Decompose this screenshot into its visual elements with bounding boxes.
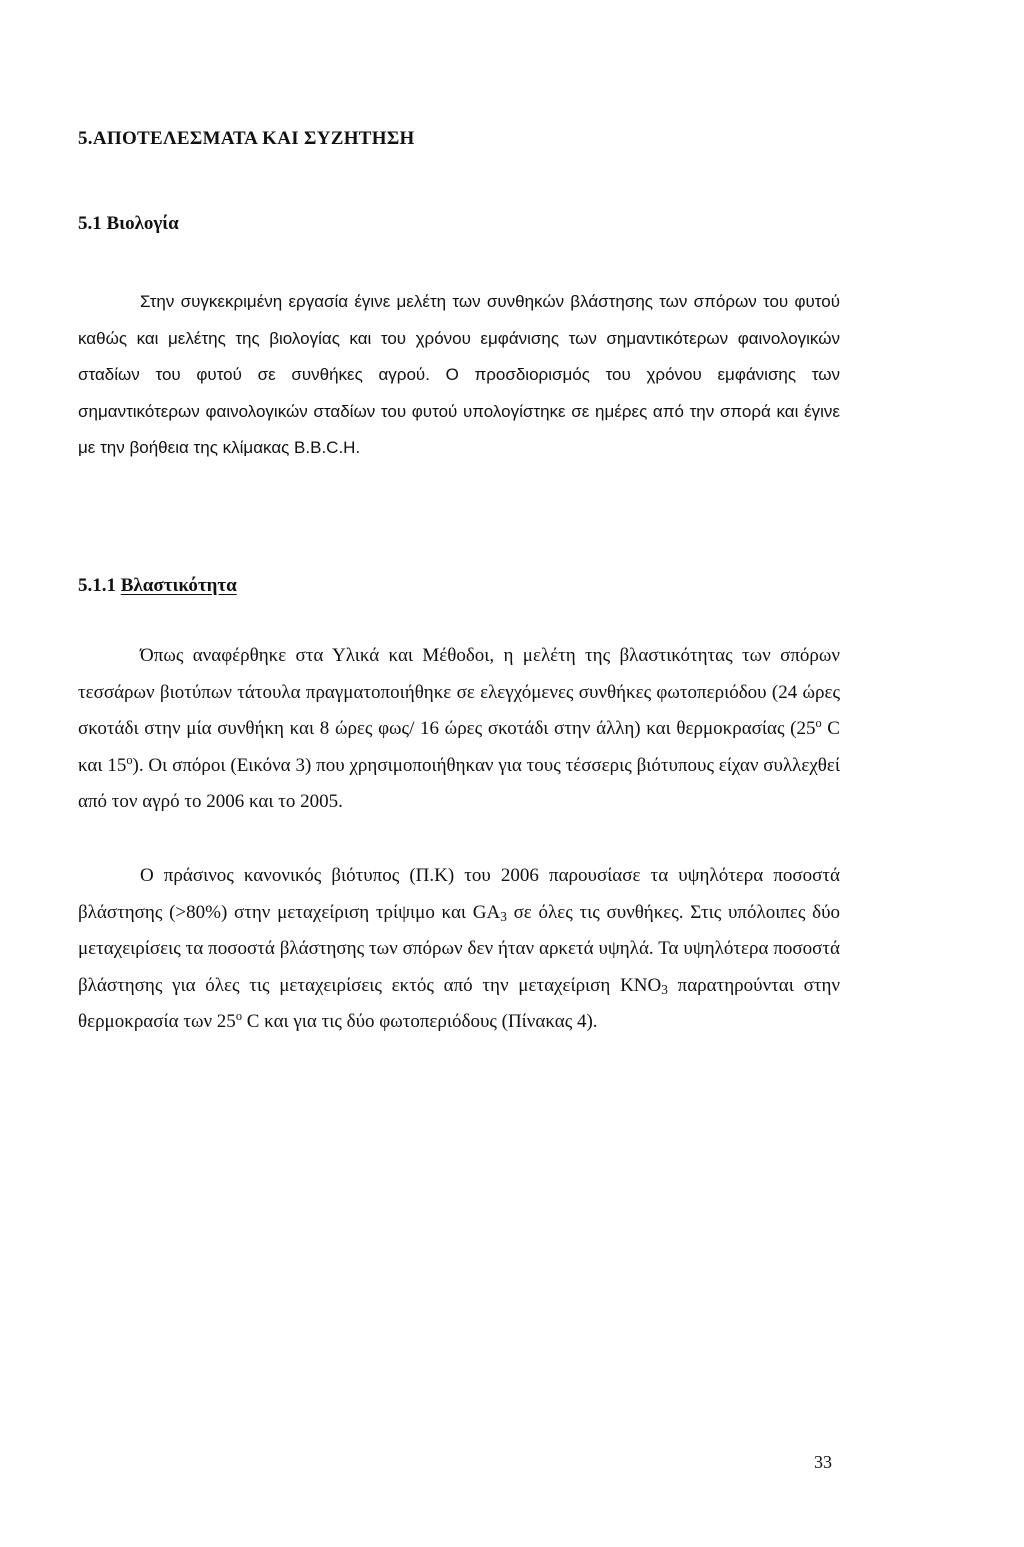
page-number: 33 — [814, 1452, 832, 1472]
paragraph-text: σε όλες τις συνθήκες. Στις υπόλοιπες δύο μεταχειρίσεις τα ποσοστά βλάστησης των σπόρων δεν ήταν αρκετά υψηλά. Τα υψηλότερα ποσοστά βλάστησης για όλες τις μεταχειρίσεις εκτός από την μεταχείριση KNO — [78, 901, 840, 996]
paragraph-text: C και 15 — [78, 718, 840, 776]
section-title: 5.1 Βιολογία — [78, 213, 179, 234]
subsection-title — [78, 575, 237, 597]
subscript: 3 — [661, 981, 668, 997]
chapter-title: 5.ΑΠΟΤΕΛΕΣΜΑΤΑ ΚΑΙ ΣΥΖΗΤΗΣΗ — [78, 128, 415, 149]
paragraph-text: Ο πράσινος κανονικός βιότυπος (Π.Κ) του 2006 παρουσίασε τα υψηλότερα ποσοστά βλάστησης (>80%) στην μεταχείριση τρίψιμο και GA — [78, 865, 840, 923]
subscript: 3 — [500, 908, 507, 924]
paragraph-text: Όπως αναφέρθηκε στα Υλικά και Μέθοδοι, η μελέτη της βλαστικότητας των σπόρων τεσσάρων βιοτύπων τάτουλα πραγματοποιήθηκε σε ελεγχόμενες συνθήκες φωτοπεριόδου (24 ώρες σκοτάδι στην μία συνθήκη και 8 ώρες φως/ 16 ώρες σκοτάδι στην άλλη) και θερμοκρασίας (25 — [78, 645, 840, 739]
paragraph-germination-results — [78, 858, 840, 1041]
paragraph-text: C και για τις δύο φωτοπεριόδους (Πίνακας 4). — [241, 1011, 598, 1032]
paragraph-biology-intro: Στην συγκεκριμένη εργασία έγινε μελέτη των συνθηκών βλάστησης των σπόρων του φυτού καθώς και μελέτης της βιολογίας και του χρόνου εμφάνισης των σημαντικότερων φαινολογικών σταδίων του φυτού σε συνθήκες αγρού. Ο προσδιορισμός του χρόνου εμφάνισης των σημαντικότερων φαινολογικών σταδίων του φυτού υπολογίστηκε σε ημέρες από την σπορά και έγινε με την βοήθεια της κλίμακας Β.Β.C.H. — [78, 292, 840, 457]
degree-mark: o — [815, 716, 822, 730]
paragraph-germination-method — [78, 638, 840, 821]
paragraph-text: παρατηρούνται στην θερμοκρασία των 25 — [78, 974, 840, 1032]
degree-mark: o — [235, 1009, 242, 1023]
subsection-number: 5.1.1 — [78, 575, 121, 596]
paragraph-text: ). Οι σπόροι (Εικόνα 3) που χρησιμοποιήθηκαν για τους τέσσερις βιότυπους είχαν συλλεχθεί από τον αγρό το 2006 και το 2005. — [78, 754, 840, 812]
degree-mark: o — [126, 752, 133, 767]
subsection-name: Βλαστικότητα — [120, 575, 237, 596]
